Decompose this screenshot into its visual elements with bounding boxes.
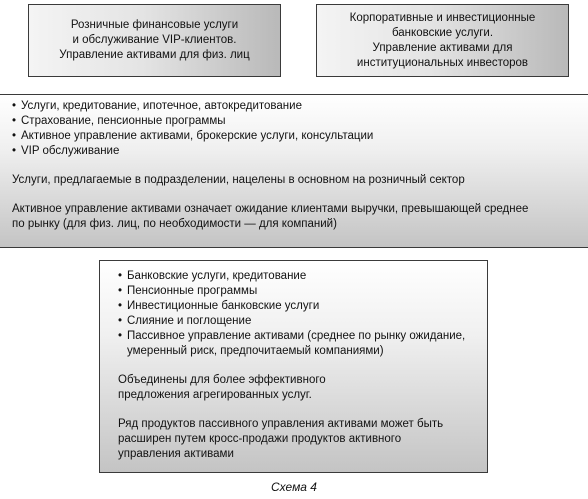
services-description-box xyxy=(0,94,588,248)
paragraph-line: предложения агрегированных услуг. xyxy=(118,389,312,401)
corporate-line: банковские услуги. xyxy=(391,26,494,39)
cross-sell-paragraph xyxy=(118,417,487,462)
corporate-line: Корпоративные и инвестиционные xyxy=(349,11,536,24)
retail-services-text xyxy=(59,18,249,63)
paragraph-line: по рынку (для физ. лиц, по необходимости — для компаний) xyxy=(12,218,337,230)
paragraph-line: Ряд продуктов пассивного управления активами может быть xyxy=(118,418,444,430)
corporate-services-text xyxy=(350,11,536,71)
bullet-text-continued: умеренный риск, предпочитаемый компаниями) xyxy=(127,345,384,357)
retail-line: Розничные финансовые услуги xyxy=(70,19,239,31)
banking-services-box xyxy=(99,260,488,473)
paragraph-line: расширен путем кросс-продажи продуктов активного xyxy=(118,433,402,445)
services-bullet-list xyxy=(12,99,588,159)
retail-line: Управление активами для физ. лиц xyxy=(59,49,250,61)
corporate-services-box xyxy=(316,4,569,77)
corporate-line: институциональных инвесторов xyxy=(356,56,529,69)
paragraph-line: Услуги, предлагаемые в подразделении, нацелены в основном на розничный сектор xyxy=(12,174,465,186)
bullet-text: Пассивное управление активами (среднее по рынку ожидание, xyxy=(127,330,466,342)
services-bullet: • Услуги, кредитование, ипотечное, автокредитование xyxy=(12,99,588,114)
services-target-paragraph xyxy=(12,173,588,188)
banking-bullet xyxy=(118,329,487,359)
aggregation-paragraph xyxy=(118,373,487,403)
banking-bullet: • Инвестиционные банковские услуги xyxy=(118,299,487,314)
paragraph-line: Объединены для более эффективного xyxy=(118,374,326,386)
retail-line: и обслуживание VIP-клиентов. xyxy=(72,34,237,46)
services-bullet: • Страхование, пенсионные программы xyxy=(12,114,588,129)
paragraph-line: управления активами xyxy=(118,448,234,460)
banking-bullet: • Банковские услуги, кредитование xyxy=(118,269,487,284)
paragraph-line: Активное управление активами означает ожидание клиентами выручки, превышающей среднее xyxy=(12,203,529,215)
services-bullet: • Активное управление активами, брокерские услуги, консультации xyxy=(12,129,588,144)
banking-bullet: • Слияние и поглощение xyxy=(118,314,487,329)
banking-bullet-list xyxy=(118,269,487,359)
active-management-paragraph xyxy=(12,202,588,232)
services-bullet: • VIP обслуживание xyxy=(12,144,588,159)
retail-services-box xyxy=(28,4,281,77)
figure-caption: Схема 4 xyxy=(271,480,317,494)
corporate-line: Управление активами для xyxy=(372,41,513,54)
banking-bullet: • Пенсионные программы xyxy=(118,284,487,299)
